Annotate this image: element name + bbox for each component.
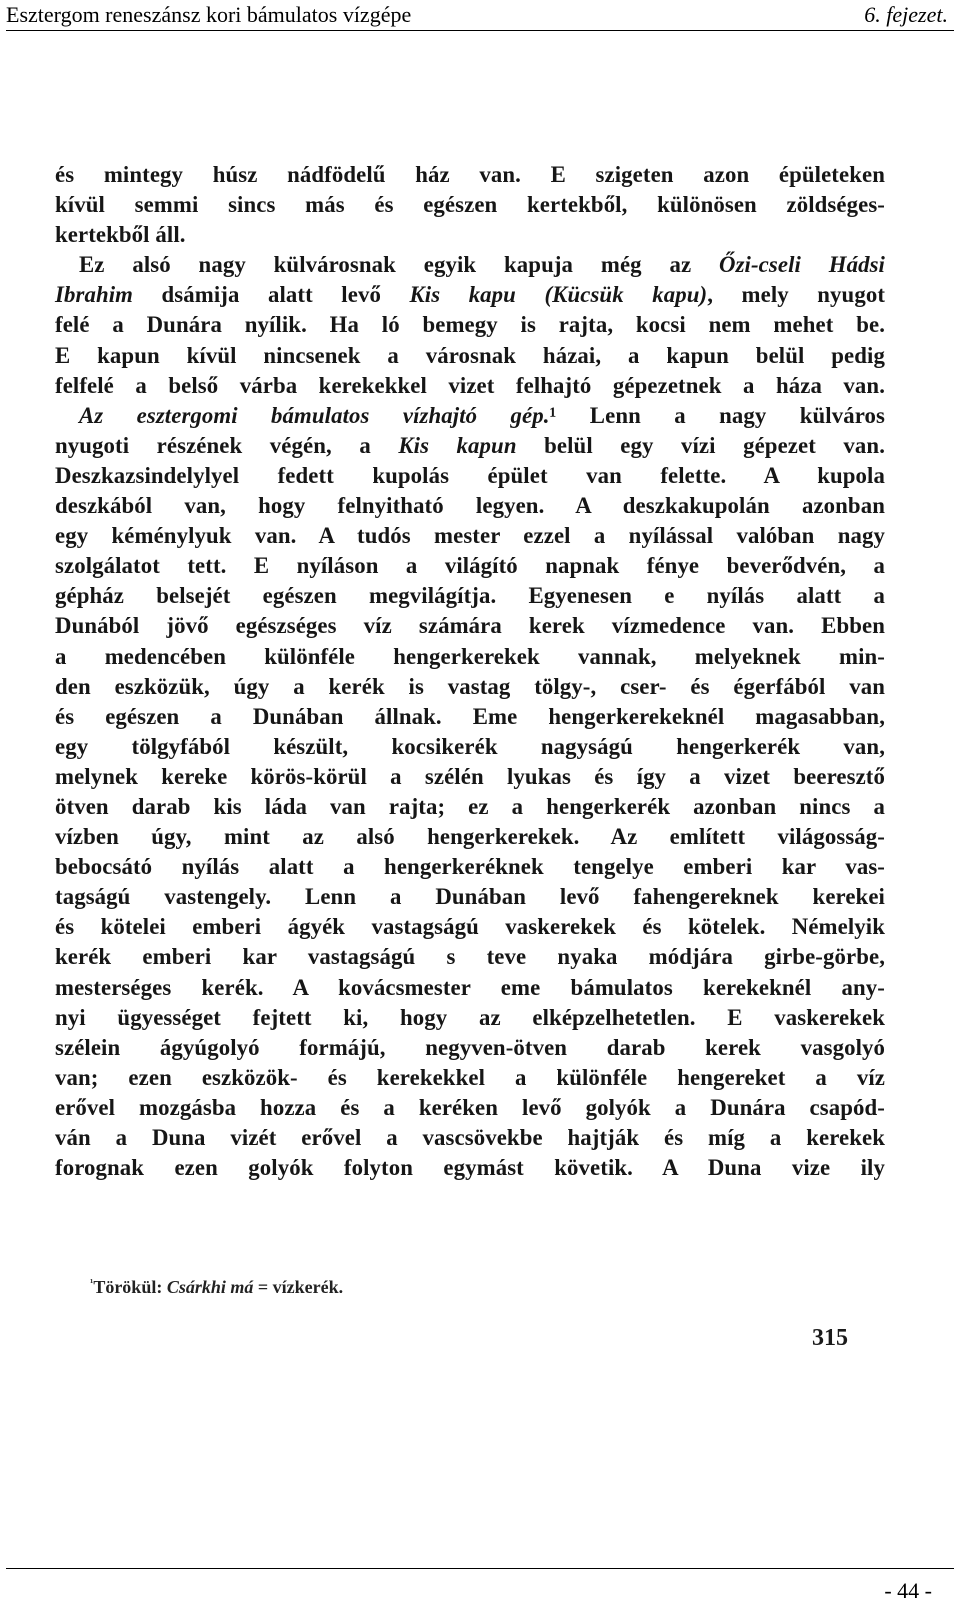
text-segment: ötven darab kis láda van rajta; ez a hengerkerék azonban nincs a — [55, 793, 885, 819]
text-line — [55, 611, 885, 641]
text-segment: a medencében különféle hengerkerekek vannak, melyeknek min- — [55, 643, 885, 669]
text-line — [55, 1063, 885, 1093]
text-line — [55, 310, 885, 340]
italic-segment: Az esztergomi bámulatos vízhajtó gép. — [79, 402, 550, 428]
text-segment: vízben úgy, mint az alsó hengerkerekek. Az említett világosság- — [55, 824, 885, 850]
text-line — [55, 521, 885, 551]
text-line — [55, 461, 885, 491]
text-segment: Ez alsó nagy külvárosnak egyik kapuja még az — [79, 252, 719, 278]
document-title: Esztergom reneszánsz kori bámulatos vízgépe — [6, 2, 412, 27]
text-segment: den eszközük, úgy a kerék is vastag tölgy-, cser- és égerfából van — [55, 673, 885, 699]
footer-page-number: - 44 - — [884, 1578, 932, 1603]
running-header — [6, 0, 954, 31]
text-segment: , mely nyugot — [707, 282, 886, 308]
text-line — [55, 912, 885, 942]
text-segment: és kötelei emberi ágyék vastagságú vaskerekek és kötelek. Némelyik — [55, 914, 885, 940]
text-line — [55, 250, 885, 280]
text-segment: nyugoti részének végén, a — [55, 432, 399, 458]
text-segment: van; ezen eszközök- és kerekekkel a különféle hengereket a víz — [55, 1064, 885, 1090]
footnote-term: Csárkhi má — [166, 1277, 254, 1297]
text-segment: kertekből áll. — [55, 222, 186, 248]
text-segment: felfelé a belső várba kerekekkel vizet felhajtó gépezetnek a háza van. — [55, 372, 885, 398]
text-line — [55, 732, 885, 762]
footnote-marker: ¹ — [90, 1277, 94, 1289]
italic-segment: Kis kapu (Kücsük kapu) — [409, 282, 708, 308]
text-segment: Dunából jövő egészséges víz számára kerek vízmedence van. Ebben — [55, 613, 885, 639]
text-line — [55, 341, 885, 371]
chapter-label: 6. fejezet. — [864, 2, 948, 27]
text-line — [55, 672, 885, 702]
text-line — [55, 1003, 885, 1033]
text-segment: szélein ágyúgolyó formájú, negyven-ötven darab kerek vasgolyó — [55, 1034, 885, 1060]
text-segment: ¹ Lenn a nagy külváros — [549, 402, 885, 428]
text-segment: gépház belsejét egészen megvilágítja. Egyenesen e nyílás alatt a — [55, 583, 885, 609]
footnote-prefix: Törökül: — [93, 1277, 167, 1297]
text-segment: E kapun kívül nincsenek a városnak házai, a kapun belül pedig — [55, 342, 885, 368]
text-line — [55, 1033, 885, 1063]
text-segment: belül egy vízi gépezet van. — [516, 432, 886, 458]
text-segment: melynek kereke körös-körül a szélén lyukas és így a vizet beeresztő — [55, 763, 885, 789]
text-segment: Deszkazsindelylyel fedett kupolás épület van felette. A kupola — [55, 462, 885, 488]
text-line — [55, 822, 885, 852]
text-segment: felé a Dunára nyílik. Ha ló bemegy is rajta, kocsi nem mehet be. — [55, 312, 885, 338]
text-line — [55, 431, 885, 461]
text-line — [55, 792, 885, 822]
footer-divider — [6, 1568, 954, 1569]
scanned-page-number: 315 — [812, 1325, 848, 1351]
scanned-page-body — [55, 160, 885, 1183]
text-line — [55, 371, 885, 401]
text-line — [55, 942, 885, 972]
text-line — [55, 220, 885, 250]
italic-segment: Őzi-cseli Hádsi — [719, 252, 885, 278]
text-segment: és egészen a Dunában állnak. Eme hengerkerekeknél magasabban, — [55, 703, 885, 729]
footnote-suffix: = vízkerék. — [253, 1277, 344, 1297]
text-segment: egy tölgyfából készült, kocsikerék nagyságú hengerkerék van, — [55, 733, 885, 759]
italic-segment: Kis kapun — [398, 432, 517, 458]
text-segment: kerék emberi kar vastagságú s teve nyaka módjára girbe-görbe, — [55, 944, 885, 970]
text-segment: mesterséges kerék. A kovácsmester eme bámulatos kerekeknél any- — [55, 974, 885, 1000]
text-segment: ván a Duna vizét erővel a vascsövekbe hajtják és míg a kerekek — [55, 1125, 885, 1150]
text-line — [55, 401, 885, 431]
text-line — [55, 882, 885, 912]
text-line — [55, 852, 885, 882]
text-segment: szolgálatot tett. E nyíláson a világító napnak fénye beverődvén, a — [55, 553, 885, 579]
text-segment: nyi ügyességet fejtett ki, hogy az elképzelhetetlen. E vaskerekek — [55, 1004, 885, 1030]
text-segment: tagságú vastengely. Lenn a Dunában levő fahengereknek kerekei — [55, 884, 885, 910]
text-line — [55, 973, 885, 1003]
text-line — [55, 491, 885, 521]
text-segment: bebocsátó nyílás alatt a hengerkeréknek tengelye emberi kar vas- — [55, 854, 885, 880]
text-segment: forognak ezen golyók folyton egymást követik. A Duna vize ily — [55, 1155, 885, 1181]
text-line — [55, 1153, 885, 1183]
text-segment: kívül semmi sincs más és egészen kertekből, különösen zöldséges- — [55, 192, 885, 218]
text-line — [55, 280, 885, 310]
text-line — [55, 1093, 885, 1123]
text-line — [55, 702, 885, 732]
footnote — [90, 1277, 343, 1298]
text-line — [55, 642, 885, 672]
text-segment: dsámija alatt levő — [133, 282, 410, 308]
text-line — [55, 160, 885, 190]
text-segment: és mintegy húsz nádfödelű ház van. E szigeten azon épületeken — [55, 162, 885, 187]
text-line — [55, 190, 885, 220]
text-line — [55, 551, 885, 581]
text-line — [55, 1123, 885, 1153]
text-segment: egy kéménylyuk van. A tudós mester ezzel a nyílással valóban nagy — [55, 523, 885, 549]
text-line — [55, 581, 885, 611]
text-segment: erővel mozgásba hozza és a keréken levő golyók a Dunára csapód- — [55, 1094, 885, 1120]
italic-segment: Ibrahim — [55, 282, 133, 308]
text-line — [55, 762, 885, 792]
text-segment: deszkából van, hogy felnyitható legyen. A deszkakupolán azonban — [55, 493, 885, 519]
